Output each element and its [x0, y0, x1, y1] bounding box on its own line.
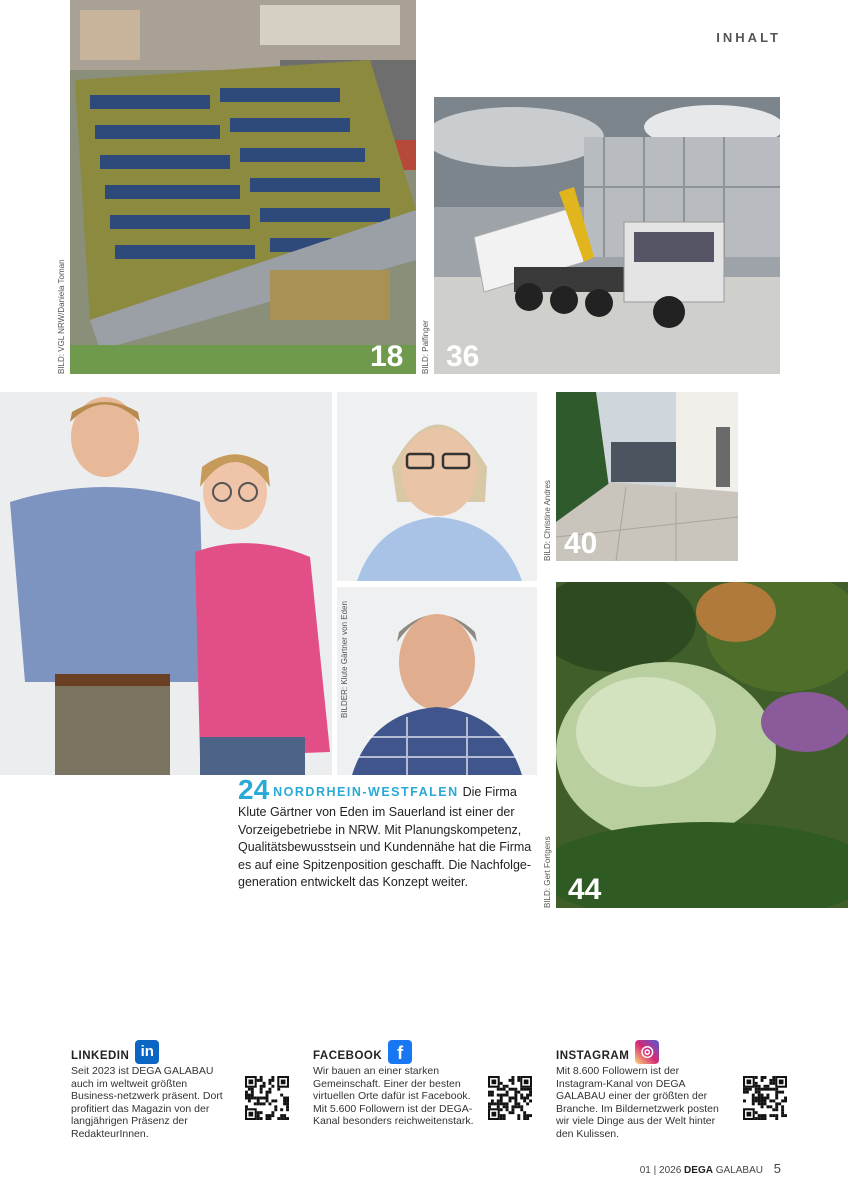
social-title-facebook: FACEBOOK	[313, 1050, 383, 1062]
qr-code-instagram[interactable]	[743, 1076, 787, 1120]
page-number-44: 44	[568, 873, 602, 906]
section-heading: INHALT	[716, 30, 781, 45]
solar-roof-photo	[70, 0, 416, 374]
feature-page-number: 24	[238, 774, 270, 805]
feature-region: NORDRHEIN-WESTFALEN	[273, 785, 459, 799]
social-title-linkedin: LINKEDIN	[71, 1050, 130, 1062]
facebook-icon[interactable]: f	[388, 1040, 412, 1064]
photo-credit-garden: BILD: Gert Fortgens	[543, 836, 552, 908]
page-number-18: 18	[370, 340, 404, 373]
social-text-instagram: Mit 8.600 Followern ist der Instagram-Kanal von DEGA GALABAU einer der größten der Branche. Im Bildernetzwerk posten wir viele Dinge aus der Welt hinter den Kulissen.	[556, 1065, 719, 1140]
instagram-icon[interactable]: ◎	[635, 1040, 659, 1064]
brand-name: DEGA	[684, 1165, 713, 1176]
feature-text: Die Firma Klute Gärtner von Eden im Sauerland ist einer der Vorzeigebetriebe in NRW. Mit Planungskompetenz, Qualitätsbewusstsein und Kundennähe hat die Firma es auf eine Spitzenposition geschafft. Die Nachfolge-generation entwickelt das Konzept weiter.	[238, 785, 532, 889]
couple-photo	[0, 392, 332, 775]
brand-suffix: GALABAU	[715, 1165, 763, 1176]
qr-code-linkedin[interactable]	[245, 1076, 289, 1120]
photo-credit-truck: BILD: Palfinger	[421, 320, 430, 374]
photo-credit-terrace: BILD: Christine Andres	[543, 480, 552, 561]
photo-credit-portraits: BILDER: Klute Gärtner von Eden	[340, 601, 349, 718]
feature-teaser	[238, 776, 538, 892]
garden-photo	[556, 582, 848, 908]
page-number-40: 40	[564, 527, 598, 560]
social-text-linkedin: Seit 2023 ist DEGA GALABAU auch im weltweit größten Business-netzwerk präsent. Dort profitiert das Magazin von der langjährigen Präsenz der RedakteurInnen.	[71, 1065, 223, 1140]
page-footer	[640, 1161, 781, 1176]
issue-label: 01 | 2026	[639, 1165, 682, 1176]
truck-photo	[434, 97, 780, 374]
social-title-instagram: INSTAGRAM	[556, 1050, 630, 1062]
social-text-facebook: Wir bauen an einer starken Gemeinschaft. Einer der besten virtuellen Orte dafür ist Facebook. Mit 5.600 Followern ist der DEGA-Kanal besonders reichweitenstark.	[313, 1065, 474, 1127]
photo-credit-solar: BILD: VGL NRW/Daniela Toman	[57, 259, 66, 374]
qr-code-facebook[interactable]	[488, 1076, 532, 1120]
man-portrait-photo	[337, 587, 537, 775]
page-number-36: 36	[446, 340, 480, 373]
terrace-photo	[556, 392, 738, 561]
linkedin-icon[interactable]: in	[135, 1040, 159, 1064]
page-number: 5	[773, 1161, 781, 1176]
woman-portrait-photo	[337, 392, 537, 581]
